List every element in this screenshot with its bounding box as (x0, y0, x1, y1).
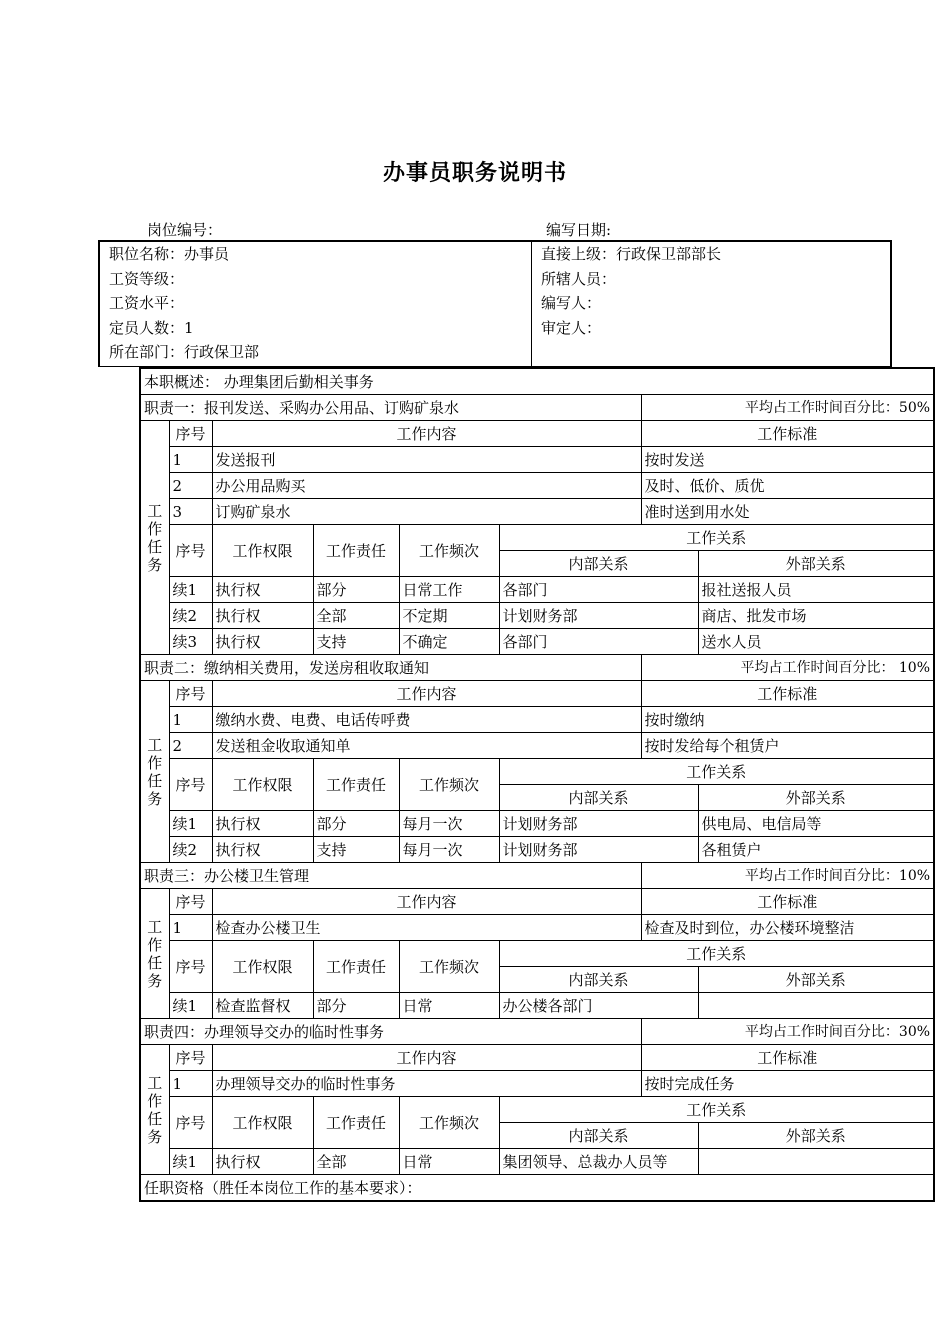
department-field: 所在部门：行政保卫部 (109, 343, 260, 362)
work-task-label: 工 作 任 务 (140, 421, 169, 655)
relation-authority: 执行权 (212, 837, 313, 863)
relation-external: 报社送报人员 (698, 577, 934, 603)
col-responsibility: 工作责任 (313, 759, 399, 811)
task-row (140, 1071, 934, 1097)
task-seq: 1 (169, 1071, 212, 1097)
col-seq: 序号 (169, 1045, 212, 1071)
relation-seq: 续2 (169, 837, 212, 863)
relation-responsibility: 支持 (313, 837, 399, 863)
col-responsibility: 工作责任 (313, 1097, 399, 1149)
task-row (140, 733, 934, 759)
col-authority: 工作权限 (212, 1097, 313, 1149)
compile-date-label: 编写日期: (546, 221, 612, 239)
relation-header-row (140, 525, 934, 551)
relation-internal: 计划财务部 (499, 837, 698, 863)
relation-external (698, 1149, 934, 1175)
col-seq: 序号 (169, 889, 212, 915)
task-content: 缴纳水费、电费、电话传呼费 (212, 707, 641, 733)
col-seq: 序号 (169, 1097, 212, 1149)
task-header-row (140, 1045, 934, 1071)
relation-internal: 集团领导、总裁办人员等 (499, 1149, 698, 1175)
duties-table (139, 367, 935, 1202)
post-number-label: 岗位编号： (147, 221, 223, 239)
relation-frequency: 日常 (399, 993, 499, 1019)
task-standard: 按时发送 (641, 447, 934, 473)
col-frequency: 工作频次 (399, 1097, 499, 1149)
task-content: 办公用品购买 (212, 473, 641, 499)
relation-external: 商店、批发市场 (698, 603, 934, 629)
relation-authority: 执行权 (212, 811, 313, 837)
duty-title: 职责一：报刊发送、采购办公用品、订购矿泉水 (140, 395, 641, 421)
col-standard: 工作标准 (641, 421, 934, 447)
col-seq: 序号 (169, 421, 212, 447)
relation-header-row (140, 941, 934, 967)
col-external: 外部关系 (698, 967, 934, 993)
col-authority: 工作权限 (212, 525, 313, 577)
relation-responsibility: 全部 (313, 603, 399, 629)
relation-internal: 各部门 (499, 577, 698, 603)
duty-header-row (140, 1019, 934, 1045)
relation-authority: 执行权 (212, 629, 313, 655)
task-seq: 3 (169, 499, 212, 525)
col-relations: 工作关系 (499, 759, 934, 785)
col-content: 工作内容 (212, 889, 641, 915)
col-content: 工作内容 (212, 1045, 641, 1071)
relation-row (140, 603, 934, 629)
relation-seq: 续1 (169, 577, 212, 603)
relation-internal: 各部门 (499, 629, 698, 655)
qualification-label: 任职资格（胜任本岗位工作的基本要求）： (140, 1175, 934, 1202)
col-authority: 工作权限 (212, 941, 313, 993)
relation-responsibility: 部分 (313, 993, 399, 1019)
relation-authority: 执行权 (212, 1149, 313, 1175)
work-task-label: 工 作 任 务 (140, 1045, 169, 1175)
duty-header-row (140, 395, 934, 421)
relation-frequency: 日常工作 (399, 577, 499, 603)
duty-time-ratio: 平均占工作时间百分比： 10% (641, 655, 934, 681)
col-external: 外部关系 (698, 785, 934, 811)
duty-header-row (140, 863, 934, 889)
col-relations: 工作关系 (499, 941, 934, 967)
col-authority: 工作权限 (212, 759, 313, 811)
task-row (140, 499, 934, 525)
col-seq: 序号 (169, 525, 212, 577)
relation-row (140, 577, 934, 603)
col-internal: 内部关系 (499, 551, 698, 577)
task-seq: 1 (169, 707, 212, 733)
subordinates-field: 所辖人员： (541, 269, 617, 288)
task-standard: 按时完成任务 (641, 1071, 934, 1097)
relation-row (140, 1149, 934, 1175)
task-seq: 2 (169, 473, 212, 499)
col-standard: 工作标准 (641, 1045, 934, 1071)
qualification-row (140, 1175, 934, 1202)
task-content: 订购矿泉水 (212, 499, 641, 525)
col-frequency: 工作频次 (399, 759, 499, 811)
header-right-column (532, 242, 890, 366)
relation-frequency: 每月一次 (399, 811, 499, 837)
col-relations: 工作关系 (499, 1097, 934, 1123)
duty-time-ratio: 平均占工作时间百分比：50% (641, 395, 934, 421)
duty-time-ratio: 平均占工作时间百分比：10% (641, 863, 934, 889)
relation-internal: 计划财务部 (499, 603, 698, 629)
relation-internal: 办公楼各部门 (499, 993, 698, 1019)
relation-frequency: 不定期 (399, 603, 499, 629)
relation-seq: 续1 (169, 811, 212, 837)
relation-seq: 续1 (169, 993, 212, 1019)
task-seq: 1 (169, 447, 212, 473)
task-content: 检查办公楼卫生 (212, 915, 641, 941)
col-content: 工作内容 (212, 421, 641, 447)
relation-external (698, 993, 934, 1019)
col-internal: 内部关系 (499, 785, 698, 811)
col-seq: 序号 (169, 681, 212, 707)
author-field: 编写人： (541, 294, 602, 313)
task-standard: 准时送到用水处 (641, 499, 934, 525)
task-seq: 2 (169, 733, 212, 759)
job-title-field: 职位名称：办事员 (109, 245, 230, 263)
task-content: 发送报刊 (212, 447, 641, 473)
task-header-row (140, 421, 934, 447)
duty-title: 职责四：办理领导交办的临时性事务 (140, 1019, 641, 1045)
col-internal: 内部关系 (499, 967, 698, 993)
job-summary: 本职概述： 办理集团后勤相关事务 (140, 368, 934, 395)
col-frequency: 工作频次 (399, 941, 499, 993)
col-responsibility: 工作责任 (313, 941, 399, 993)
relation-seq: 续2 (169, 603, 212, 629)
relation-row (140, 811, 934, 837)
relation-responsibility: 全部 (313, 1149, 399, 1175)
task-seq: 1 (169, 915, 212, 941)
relation-responsibility: 部分 (313, 811, 399, 837)
relation-external: 送水人员 (698, 629, 934, 655)
duty-title: 职责三：办公楼卫生管理 (140, 863, 641, 889)
relation-frequency: 不确定 (399, 629, 499, 655)
relation-seq: 续3 (169, 629, 212, 655)
task-content: 发送租金收取通知单 (212, 733, 641, 759)
col-seq: 序号 (169, 941, 212, 993)
task-header-row (140, 681, 934, 707)
task-row (140, 915, 934, 941)
header-info-box (98, 240, 892, 367)
relation-authority: 检查监督权 (212, 993, 313, 1019)
supervisor-field: 直接上级：行政保卫部部长 (541, 245, 722, 263)
duty-time-ratio: 平均占工作时间百分比：30% (641, 1019, 934, 1045)
header-left-column (100, 242, 532, 366)
col-standard: 工作标准 (641, 889, 934, 915)
relation-frequency: 日常 (399, 1149, 499, 1175)
col-internal: 内部关系 (499, 1123, 698, 1149)
reviewer-field: 审定人： (541, 318, 602, 337)
task-content: 办理领导交办的临时性事务 (212, 1071, 641, 1097)
headcount-field: 定员人数：1 (109, 318, 194, 337)
col-external: 外部关系 (698, 551, 934, 577)
duty-title: 职责二：缴纳相关费用，发送房租收取通知 (140, 655, 641, 681)
relation-row (140, 993, 934, 1019)
relation-internal: 计划财务部 (499, 811, 698, 837)
col-content: 工作内容 (212, 681, 641, 707)
relation-authority: 执行权 (212, 603, 313, 629)
duty-header-row (140, 655, 934, 681)
col-relations: 工作关系 (499, 525, 934, 551)
work-task-label: 工 作 任 务 (140, 889, 169, 1019)
relation-external: 各租赁户 (698, 837, 934, 863)
col-standard: 工作标准 (641, 681, 934, 707)
relation-row (140, 837, 934, 863)
relation-row (140, 629, 934, 655)
task-standard: 及时、低价、质优 (641, 473, 934, 499)
col-seq: 序号 (169, 759, 212, 811)
relation-external: 供电局、电信局等 (698, 811, 934, 837)
relation-header-row (140, 1097, 934, 1123)
task-row (140, 707, 934, 733)
relation-frequency: 每月一次 (399, 837, 499, 863)
task-standard: 按时缴纳 (641, 707, 934, 733)
relation-responsibility: 支持 (313, 629, 399, 655)
col-responsibility: 工作责任 (313, 525, 399, 577)
task-row (140, 447, 934, 473)
col-frequency: 工作频次 (399, 525, 499, 577)
salary-grade-field: 工资等级： (109, 269, 185, 288)
document-title: 办事员职务说明书 (382, 161, 567, 186)
work-task-label: 工 作 任 务 (140, 681, 169, 863)
relation-header-row (140, 759, 934, 785)
relation-authority: 执行权 (212, 577, 313, 603)
task-header-row (140, 889, 934, 915)
task-row (140, 473, 934, 499)
task-standard: 按时发给每个租赁户 (641, 733, 934, 759)
relation-responsibility: 部分 (313, 577, 399, 603)
salary-level-field: 工资水平： (109, 294, 185, 313)
task-standard: 检查及时到位，办公楼环境整洁 (641, 915, 934, 941)
col-external: 外部关系 (698, 1123, 934, 1149)
relation-seq: 续1 (169, 1149, 212, 1175)
